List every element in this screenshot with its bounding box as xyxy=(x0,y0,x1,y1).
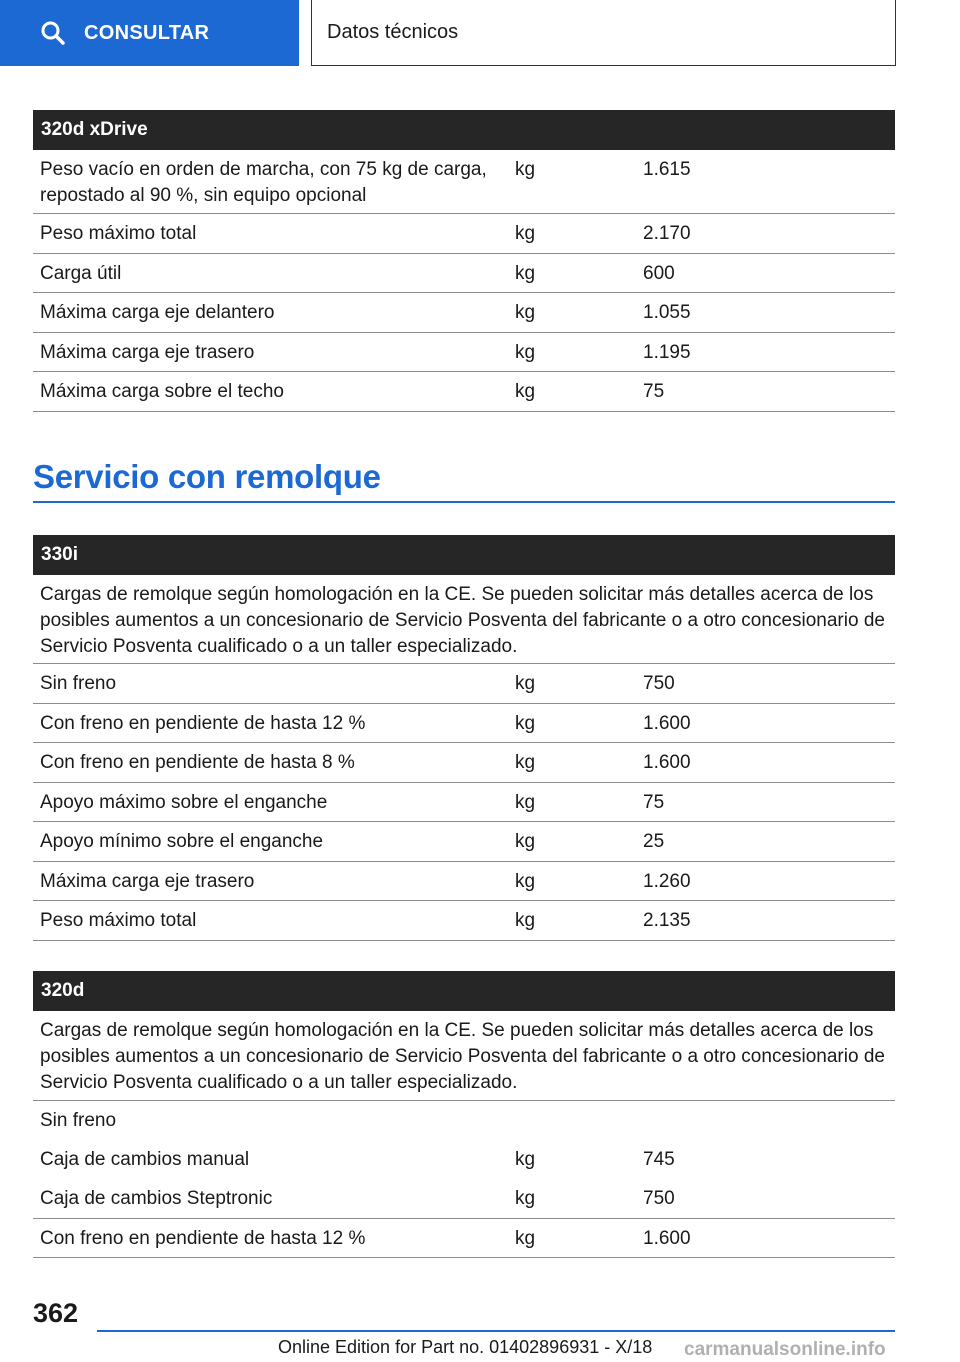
row-value: 1.600 xyxy=(643,713,691,734)
row-value: 750 xyxy=(643,1188,675,1209)
row-value: 1.615 xyxy=(643,159,691,180)
row-label: Con freno en pendiente de hasta 12 % xyxy=(40,1228,366,1249)
row-value: 2.170 xyxy=(643,223,691,244)
row-value: 1.260 xyxy=(643,871,691,892)
weights-table xyxy=(33,110,895,412)
row-label: Peso máximo total xyxy=(40,910,197,931)
row-unit: kg xyxy=(515,1149,536,1170)
top-bar xyxy=(0,0,960,66)
footer-divider xyxy=(97,1330,895,1332)
trailer-table-320d xyxy=(33,971,895,1258)
row-value: 2.135 xyxy=(643,910,691,931)
row-value: 25 xyxy=(643,831,665,852)
row-unit: kg xyxy=(515,1188,536,1209)
table-row xyxy=(33,1140,895,1179)
section-title: Servicio con remolque xyxy=(33,458,895,503)
table-heading: 330i xyxy=(33,535,895,575)
row-unit: kg xyxy=(515,910,536,931)
table-subheading xyxy=(33,1101,895,1140)
row-unit: kg xyxy=(515,713,536,734)
table-row xyxy=(33,150,895,214)
table-row xyxy=(33,704,895,743)
row-label: Con freno en pendiente de hasta 12 % xyxy=(40,713,366,734)
row-label: Carga útil xyxy=(40,263,122,284)
search-icon xyxy=(40,20,66,46)
breadcrumb xyxy=(311,0,896,66)
row-value: 1.600 xyxy=(643,752,691,773)
row-label: Con freno en pendiente de hasta 8 % xyxy=(40,752,355,773)
row-label: Peso máximo total xyxy=(40,223,197,244)
table-note xyxy=(33,1011,895,1101)
row-unit: kg xyxy=(515,1228,536,1249)
row-label: Peso vacío en orden de marcha, con 75 kg de carga, repostado al 90 %, sin equipo opcional xyxy=(40,159,487,206)
row-unit: kg xyxy=(515,302,536,323)
row-unit: kg xyxy=(515,263,536,284)
row-value: 750 xyxy=(643,673,675,694)
subheading-label: Sin freno xyxy=(40,1110,117,1131)
note-text: Cargas de remolque según homologación en la CE. Se pueden solicitar más detalles acerca de los posibles aumentos a un concesionario de Servicio Posventa del fabricante o a otro concesionario de Servicio Posventa cualificado o a un taller especializado. xyxy=(40,584,885,657)
row-value: 75 xyxy=(643,381,665,402)
row-value: 1.600 xyxy=(643,1228,691,1249)
trailer-table-330i xyxy=(33,535,895,941)
table-row xyxy=(33,822,895,862)
page-number: 362 xyxy=(33,1298,79,1328)
row-unit: kg xyxy=(515,673,536,694)
table-row xyxy=(33,862,895,901)
table-heading: 320d xyxy=(33,971,895,1011)
row-unit: kg xyxy=(515,342,536,363)
row-label: Apoyo mínimo sobre el enganche xyxy=(40,831,324,852)
row-unit: kg xyxy=(515,381,536,402)
table-row xyxy=(33,372,895,412)
table-row xyxy=(33,1179,895,1219)
row-label: Sin freno xyxy=(40,673,117,694)
row-label: Máxima carga eje delantero xyxy=(40,302,275,323)
row-value: 75 xyxy=(643,792,665,813)
table-row xyxy=(33,743,895,783)
row-value: 600 xyxy=(643,263,675,284)
row-label: Máxima carga sobre el techo xyxy=(40,381,284,402)
watermark: carmanualsonline.info xyxy=(684,1339,886,1360)
row-label: Máxima carga eje trasero xyxy=(40,871,255,892)
table-row xyxy=(33,901,895,941)
row-value: 1.195 xyxy=(643,342,691,363)
consult-button[interactable] xyxy=(0,0,299,66)
row-value: 745 xyxy=(643,1149,675,1170)
edition-text: Online Edition for Part no. 01402896931 - X/18 xyxy=(278,1337,653,1357)
table-row xyxy=(33,1219,895,1258)
table-row xyxy=(33,783,895,822)
row-label: Máxima carga eje trasero xyxy=(40,342,255,363)
row-unit: kg xyxy=(515,831,536,852)
table-note xyxy=(33,575,895,664)
row-unit: kg xyxy=(515,159,536,180)
row-unit: kg xyxy=(515,792,536,813)
table-row xyxy=(33,214,895,254)
row-label: Caja de cambios manual xyxy=(40,1149,250,1170)
row-unit: kg xyxy=(515,871,536,892)
breadcrumb-label: Datos técnicos xyxy=(327,21,459,43)
table-row xyxy=(33,664,895,704)
row-unit: kg xyxy=(515,752,536,773)
table-row xyxy=(33,333,895,372)
row-label: Apoyo máximo sobre el enganche xyxy=(40,792,328,813)
note-text: Cargas de remolque según homologación en la CE. Se pueden solicitar más detalles acerca de los posibles aumentos a un concesionario de Servicio Posventa del fabricante o a otro concesionario de Servicio Posventa cualificado o a un taller especializado. xyxy=(40,1020,885,1093)
table-heading: 320d xDrive xyxy=(33,110,895,150)
row-value: 1.055 xyxy=(643,302,691,323)
row-unit: kg xyxy=(515,223,536,244)
row-label: Caja de cambios Steptronic xyxy=(40,1188,273,1209)
consult-label: CONSULTAR xyxy=(84,21,210,44)
table-row xyxy=(33,293,895,333)
table-row xyxy=(33,254,895,293)
